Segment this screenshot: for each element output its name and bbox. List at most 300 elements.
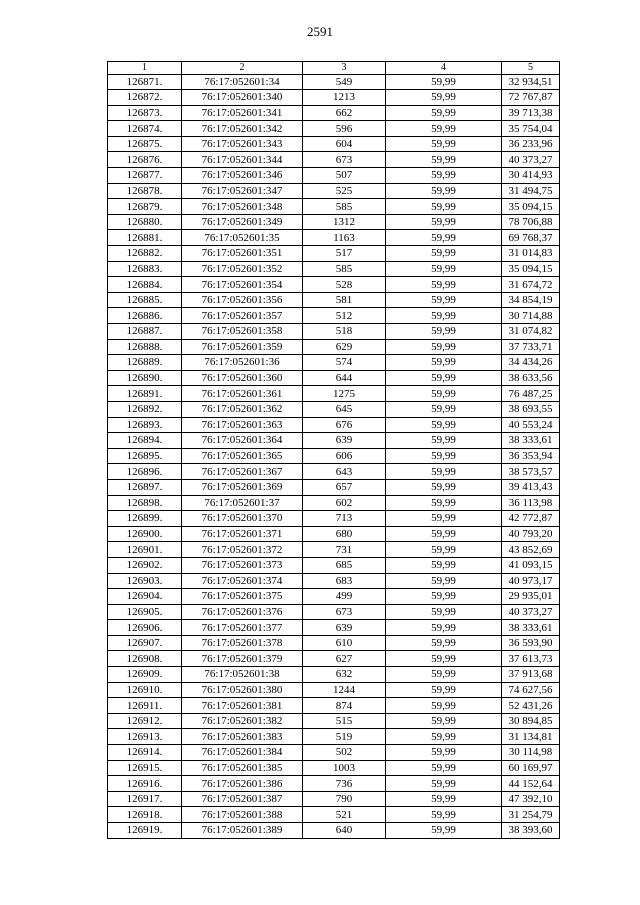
table-cell-col-4: 59,99 bbox=[386, 168, 502, 184]
table-cell-col-4: 59,99 bbox=[386, 495, 502, 511]
table-cell-col-4: 59,99 bbox=[386, 573, 502, 589]
table-cell-col-5: 34 854,19 bbox=[502, 292, 560, 308]
table-cell-col-4: 59,99 bbox=[386, 479, 502, 495]
table-cell-col-2: 76:17:052601:365 bbox=[182, 448, 303, 464]
table-cell-col-1: 126887. bbox=[108, 324, 182, 340]
table-cell-col-2: 76:17:052601:375 bbox=[182, 589, 303, 605]
table-row bbox=[108, 557, 560, 573]
table-cell-col-2: 76:17:052601:376 bbox=[182, 604, 303, 620]
table-cell-col-4: 59,99 bbox=[386, 246, 502, 262]
table-cell-col-1: 126915. bbox=[108, 760, 182, 776]
table-cell-col-5: 29 935,01 bbox=[502, 589, 560, 605]
table-cell-col-3: 499 bbox=[303, 589, 386, 605]
table-cell-col-5: 35 094,15 bbox=[502, 261, 560, 277]
table-cell-col-4: 59,99 bbox=[386, 370, 502, 386]
table-cell-col-3: 627 bbox=[303, 651, 386, 667]
table-cell-col-3: 874 bbox=[303, 698, 386, 714]
table-row bbox=[108, 230, 560, 246]
table-cell-col-1: 126908. bbox=[108, 651, 182, 667]
table-cell-col-1: 126877. bbox=[108, 168, 182, 184]
table-cell-col-4: 59,99 bbox=[386, 386, 502, 402]
table-cell-col-3: 549 bbox=[303, 74, 386, 90]
table-cell-col-5: 38 333,61 bbox=[502, 433, 560, 449]
table-cell-col-4: 59,99 bbox=[386, 604, 502, 620]
table-cell-col-2: 76:17:052601:378 bbox=[182, 635, 303, 651]
table-row bbox=[108, 121, 560, 137]
table-body bbox=[108, 74, 560, 838]
table-cell-col-5: 31 494,75 bbox=[502, 183, 560, 199]
table-cell-col-5: 42 772,87 bbox=[502, 511, 560, 527]
table-cell-col-4: 59,99 bbox=[386, 760, 502, 776]
table-cell-col-2: 76:17:052601:379 bbox=[182, 651, 303, 667]
table-cell-col-1: 126919. bbox=[108, 823, 182, 839]
table-cell-col-1: 126917. bbox=[108, 791, 182, 807]
table-cell-col-3: 1003 bbox=[303, 760, 386, 776]
table-row bbox=[108, 386, 560, 402]
table-row bbox=[108, 339, 560, 355]
table-cell-col-2: 76:17:052601:367 bbox=[182, 464, 303, 480]
table-cell-col-3: 640 bbox=[303, 823, 386, 839]
table-cell-col-4: 59,99 bbox=[386, 448, 502, 464]
table-cell-col-5: 78 706,88 bbox=[502, 214, 560, 230]
data-table bbox=[107, 61, 560, 839]
table-cell-col-3: 574 bbox=[303, 355, 386, 371]
table-cell-col-2: 76:17:052601:381 bbox=[182, 698, 303, 714]
table-cell-col-1: 126897. bbox=[108, 479, 182, 495]
table-cell-col-3: 602 bbox=[303, 495, 386, 511]
table-cell-col-5: 39 413,43 bbox=[502, 479, 560, 495]
table-cell-col-2: 76:17:052601:359 bbox=[182, 339, 303, 355]
table-cell-col-5: 30 114,98 bbox=[502, 745, 560, 761]
table-cell-col-3: 515 bbox=[303, 713, 386, 729]
table-cell-col-1: 126909. bbox=[108, 667, 182, 683]
table-cell-col-5: 37 613,73 bbox=[502, 651, 560, 667]
table-cell-col-4: 59,99 bbox=[386, 620, 502, 636]
table-cell-col-1: 126883. bbox=[108, 261, 182, 277]
table-cell-col-4: 59,99 bbox=[386, 90, 502, 106]
table-cell-col-1: 126880. bbox=[108, 214, 182, 230]
table-cell-col-5: 31 014,83 bbox=[502, 246, 560, 262]
table-row bbox=[108, 277, 560, 293]
table-cell-col-5: 38 393,60 bbox=[502, 823, 560, 839]
table-cell-col-5: 30 894,85 bbox=[502, 713, 560, 729]
table-cell-col-4: 59,99 bbox=[386, 791, 502, 807]
table-cell-col-3: 713 bbox=[303, 511, 386, 527]
table-cell-col-1: 126913. bbox=[108, 729, 182, 745]
table-cell-col-5: 36 353,94 bbox=[502, 448, 560, 464]
table-cell-col-3: 517 bbox=[303, 246, 386, 262]
table-row bbox=[108, 542, 560, 558]
table-row bbox=[108, 199, 560, 215]
table-cell-col-4: 59,99 bbox=[386, 74, 502, 90]
table-cell-col-1: 126911. bbox=[108, 698, 182, 714]
table-cell-col-3: 680 bbox=[303, 526, 386, 542]
table-row bbox=[108, 448, 560, 464]
table-cell-col-3: 512 bbox=[303, 308, 386, 324]
table-cell-col-2: 76:17:052601:369 bbox=[182, 479, 303, 495]
table-cell-col-1: 126886. bbox=[108, 308, 182, 324]
table-cell-col-4: 59,99 bbox=[386, 557, 502, 573]
table-row bbox=[108, 526, 560, 542]
table-cell-col-3: 525 bbox=[303, 183, 386, 199]
table-cell-col-2: 76:17:052601:348 bbox=[182, 199, 303, 215]
table-cell-col-1: 126881. bbox=[108, 230, 182, 246]
table-cell-col-4: 59,99 bbox=[386, 105, 502, 121]
table-cell-col-2: 76:17:052601:389 bbox=[182, 823, 303, 839]
table-cell-col-2: 76:17:052601:363 bbox=[182, 417, 303, 433]
table-row bbox=[108, 745, 560, 761]
table-cell-col-3: 736 bbox=[303, 776, 386, 792]
table-cell-col-3: 629 bbox=[303, 339, 386, 355]
table-cell-col-2: 76:17:052601:340 bbox=[182, 90, 303, 106]
table-cell-col-5: 36 593,90 bbox=[502, 635, 560, 651]
table-cell-col-2: 76:17:052601:362 bbox=[182, 401, 303, 417]
table-cell-col-1: 126905. bbox=[108, 604, 182, 620]
table-cell-col-1: 126890. bbox=[108, 370, 182, 386]
table-row bbox=[108, 168, 560, 184]
table-row bbox=[108, 713, 560, 729]
table-cell-col-5: 37 913,68 bbox=[502, 667, 560, 683]
table-cell-col-4: 59,99 bbox=[386, 324, 502, 340]
table-cell-col-4: 59,99 bbox=[386, 230, 502, 246]
table-cell-col-2: 76:17:052601:38 bbox=[182, 667, 303, 683]
table-cell-col-2: 76:17:052601:356 bbox=[182, 292, 303, 308]
table-cell-col-1: 126882. bbox=[108, 246, 182, 262]
table-cell-col-1: 126898. bbox=[108, 495, 182, 511]
table-cell-col-5: 38 573,57 bbox=[502, 464, 560, 480]
table-cell-col-2: 76:17:052601:382 bbox=[182, 713, 303, 729]
table-cell-col-4: 59,99 bbox=[386, 635, 502, 651]
table-cell-col-3: 676 bbox=[303, 417, 386, 433]
table-cell-col-5: 30 714,88 bbox=[502, 308, 560, 324]
table-cell-col-5: 38 633,56 bbox=[502, 370, 560, 386]
table-cell-col-5: 34 434,26 bbox=[502, 355, 560, 371]
table-cell-col-2: 76:17:052601:388 bbox=[182, 807, 303, 823]
table-cell-col-2: 76:17:052601:35 bbox=[182, 230, 303, 246]
table-cell-col-1: 126899. bbox=[108, 511, 182, 527]
table-cell-col-2: 76:17:052601:342 bbox=[182, 121, 303, 137]
table-cell-col-5: 38 693,55 bbox=[502, 401, 560, 417]
table-cell-col-1: 126879. bbox=[108, 199, 182, 215]
table-row bbox=[108, 807, 560, 823]
table-cell-col-2: 76:17:052601:384 bbox=[182, 745, 303, 761]
table-row bbox=[108, 620, 560, 636]
table-cell-col-2: 76:17:052601:351 bbox=[182, 246, 303, 262]
table-cell-col-3: 632 bbox=[303, 667, 386, 683]
table-cell-col-1: 126896. bbox=[108, 464, 182, 480]
table-row bbox=[108, 682, 560, 698]
table-row bbox=[108, 511, 560, 527]
table-row bbox=[108, 183, 560, 199]
table-cell-col-5: 40 373,27 bbox=[502, 604, 560, 620]
table-cell-col-4: 59,99 bbox=[386, 199, 502, 215]
table-cell-col-1: 126901. bbox=[108, 542, 182, 558]
table-row bbox=[108, 698, 560, 714]
table-cell-col-1: 126893. bbox=[108, 417, 182, 433]
table-cell-col-3: 673 bbox=[303, 152, 386, 168]
table-cell-col-4: 59,99 bbox=[386, 776, 502, 792]
table-cell-col-1: 126912. bbox=[108, 713, 182, 729]
table-row bbox=[108, 308, 560, 324]
table-cell-col-5: 31 674,72 bbox=[502, 277, 560, 293]
table-row bbox=[108, 776, 560, 792]
table-cell-col-3: 645 bbox=[303, 401, 386, 417]
table-cell-col-4: 59,99 bbox=[386, 511, 502, 527]
table-cell-col-3: 585 bbox=[303, 199, 386, 215]
table-cell-col-2: 76:17:052601:383 bbox=[182, 729, 303, 745]
table-cell-col-2: 76:17:052601:346 bbox=[182, 168, 303, 184]
table-cell-col-4: 59,99 bbox=[386, 698, 502, 714]
table-cell-col-4: 59,99 bbox=[386, 464, 502, 480]
table-cell-col-2: 76:17:052601:358 bbox=[182, 324, 303, 340]
table-cell-col-3: 643 bbox=[303, 464, 386, 480]
table-row bbox=[108, 324, 560, 340]
table-cell-col-5: 32 934,51 bbox=[502, 74, 560, 90]
table-cell-col-2: 76:17:052601:386 bbox=[182, 776, 303, 792]
table-cell-col-3: 662 bbox=[303, 105, 386, 121]
header-col-5: 5 bbox=[502, 62, 560, 75]
table-row bbox=[108, 74, 560, 90]
table-row bbox=[108, 667, 560, 683]
table-cell-col-4: 59,99 bbox=[386, 214, 502, 230]
table-cell-col-2: 76:17:052601:374 bbox=[182, 573, 303, 589]
table-row bbox=[108, 370, 560, 386]
header-col-1: 1 bbox=[108, 62, 182, 75]
table-cell-col-3: 604 bbox=[303, 136, 386, 152]
table-cell-col-4: 59,99 bbox=[386, 355, 502, 371]
table-cell-col-5: 31 074,82 bbox=[502, 324, 560, 340]
table-cell-col-4: 59,99 bbox=[386, 745, 502, 761]
table-cell-col-2: 76:17:052601:370 bbox=[182, 511, 303, 527]
table-row bbox=[108, 292, 560, 308]
table-cell-col-1: 126878. bbox=[108, 183, 182, 199]
table-cell-col-5: 36 233,96 bbox=[502, 136, 560, 152]
table-cell-col-3: 1275 bbox=[303, 386, 386, 402]
table-cell-col-2: 76:17:052601:344 bbox=[182, 152, 303, 168]
table-cell-col-5: 69 768,37 bbox=[502, 230, 560, 246]
table-cell-col-3: 657 bbox=[303, 479, 386, 495]
header-row bbox=[108, 62, 560, 75]
table-row bbox=[108, 464, 560, 480]
table-row bbox=[108, 433, 560, 449]
table-cell-col-2: 76:17:052601:34 bbox=[182, 74, 303, 90]
table-cell-col-1: 126884. bbox=[108, 277, 182, 293]
table-row bbox=[108, 760, 560, 776]
table-cell-col-1: 126903. bbox=[108, 573, 182, 589]
header-col-2: 2 bbox=[182, 62, 303, 75]
table-cell-col-3: 1312 bbox=[303, 214, 386, 230]
table-cell-col-3: 606 bbox=[303, 448, 386, 464]
table-cell-col-1: 126873. bbox=[108, 105, 182, 121]
table-cell-col-1: 126874. bbox=[108, 121, 182, 137]
table-cell-col-2: 76:17:052601:377 bbox=[182, 620, 303, 636]
table-cell-col-3: 507 bbox=[303, 168, 386, 184]
table-cell-col-4: 59,99 bbox=[386, 292, 502, 308]
table-cell-col-3: 673 bbox=[303, 604, 386, 620]
table-cell-col-5: 60 169,97 bbox=[502, 760, 560, 776]
table-cell-col-4: 59,99 bbox=[386, 277, 502, 293]
table-cell-col-4: 59,99 bbox=[386, 152, 502, 168]
table-cell-col-3: 610 bbox=[303, 635, 386, 651]
table-cell-col-3: 521 bbox=[303, 807, 386, 823]
table-row bbox=[108, 791, 560, 807]
table-row bbox=[108, 651, 560, 667]
table-cell-col-3: 790 bbox=[303, 791, 386, 807]
table-cell-col-1: 126914. bbox=[108, 745, 182, 761]
table-cell-col-5: 35 754,04 bbox=[502, 121, 560, 137]
table-cell-col-4: 59,99 bbox=[386, 136, 502, 152]
table-cell-col-5: 40 793,20 bbox=[502, 526, 560, 542]
table-cell-col-2: 76:17:052601:347 bbox=[182, 183, 303, 199]
table-cell-col-1: 126902. bbox=[108, 557, 182, 573]
table-cell-col-1: 126910. bbox=[108, 682, 182, 698]
table-cell-col-5: 36 113,98 bbox=[502, 495, 560, 511]
table-cell-col-5: 40 553,24 bbox=[502, 417, 560, 433]
table-cell-col-5: 37 733,71 bbox=[502, 339, 560, 355]
table-cell-col-2: 76:17:052601:349 bbox=[182, 214, 303, 230]
table-cell-col-5: 30 414,93 bbox=[502, 168, 560, 184]
table-cell-col-4: 59,99 bbox=[386, 823, 502, 839]
table-cell-col-3: 596 bbox=[303, 121, 386, 137]
table-row bbox=[108, 823, 560, 839]
table-cell-col-3: 528 bbox=[303, 277, 386, 293]
table-cell-col-2: 76:17:052601:387 bbox=[182, 791, 303, 807]
header-col-3: 3 bbox=[303, 62, 386, 75]
table-cell-col-5: 38 333,61 bbox=[502, 620, 560, 636]
table-cell-col-1: 126900. bbox=[108, 526, 182, 542]
table-cell-col-2: 76:17:052601:385 bbox=[182, 760, 303, 776]
table-row bbox=[108, 589, 560, 605]
table-cell-col-2: 76:17:052601:360 bbox=[182, 370, 303, 386]
table-cell-col-2: 76:17:052601:373 bbox=[182, 557, 303, 573]
table-cell-col-5: 76 487,25 bbox=[502, 386, 560, 402]
table-row bbox=[108, 573, 560, 589]
table-cell-col-4: 59,99 bbox=[386, 308, 502, 324]
table-cell-col-1: 126907. bbox=[108, 635, 182, 651]
table-cell-col-2: 76:17:052601:37 bbox=[182, 495, 303, 511]
table-cell-col-2: 76:17:052601:341 bbox=[182, 105, 303, 121]
table-cell-col-3: 502 bbox=[303, 745, 386, 761]
table-cell-col-3: 639 bbox=[303, 620, 386, 636]
table-cell-col-5: 52 431,26 bbox=[502, 698, 560, 714]
table-cell-col-1: 126888. bbox=[108, 339, 182, 355]
table-cell-col-3: 683 bbox=[303, 573, 386, 589]
table-cell-col-1: 126885. bbox=[108, 292, 182, 308]
table-row bbox=[108, 90, 560, 106]
table-cell-col-5: 47 392,10 bbox=[502, 791, 560, 807]
table-cell-col-1: 126889. bbox=[108, 355, 182, 371]
table-cell-col-1: 126895. bbox=[108, 448, 182, 464]
page-number: 2591 bbox=[307, 24, 333, 39]
table-row bbox=[108, 214, 560, 230]
table-cell-col-4: 59,99 bbox=[386, 121, 502, 137]
table-cell-col-5: 40 373,27 bbox=[502, 152, 560, 168]
table-cell-col-1: 126906. bbox=[108, 620, 182, 636]
table-cell-col-3: 1213 bbox=[303, 90, 386, 106]
table-cell-col-3: 518 bbox=[303, 324, 386, 340]
table-cell-col-3: 685 bbox=[303, 557, 386, 573]
table-cell-col-4: 59,99 bbox=[386, 807, 502, 823]
table-cell-col-5: 41 093,15 bbox=[502, 557, 560, 573]
table-cell-col-4: 59,99 bbox=[386, 651, 502, 667]
table-row bbox=[108, 417, 560, 433]
table-cell-col-4: 59,99 bbox=[386, 401, 502, 417]
table-cell-col-2: 76:17:052601:36 bbox=[182, 355, 303, 371]
table-row bbox=[108, 355, 560, 371]
table-cell-col-1: 126875. bbox=[108, 136, 182, 152]
table-cell-col-4: 59,99 bbox=[386, 729, 502, 745]
table-cell-col-4: 59,99 bbox=[386, 542, 502, 558]
table-row bbox=[108, 729, 560, 745]
table-cell-col-4: 59,99 bbox=[386, 261, 502, 277]
table-cell-col-2: 76:17:052601:352 bbox=[182, 261, 303, 277]
table-cell-col-4: 59,99 bbox=[386, 589, 502, 605]
table-cell-col-4: 59,99 bbox=[386, 339, 502, 355]
table-header bbox=[108, 62, 560, 75]
table-row bbox=[108, 136, 560, 152]
table-cell-col-5: 43 852,69 bbox=[502, 542, 560, 558]
table-cell-col-1: 126872. bbox=[108, 90, 182, 106]
table-cell-col-5: 74 627,56 bbox=[502, 682, 560, 698]
header-col-4: 4 bbox=[386, 62, 502, 75]
table-cell-col-2: 76:17:052601:357 bbox=[182, 308, 303, 324]
table-row bbox=[108, 479, 560, 495]
table-cell-col-5: 72 767,87 bbox=[502, 90, 560, 106]
table-cell-col-4: 59,99 bbox=[386, 417, 502, 433]
table-cell-col-5: 44 152,64 bbox=[502, 776, 560, 792]
table-row bbox=[108, 401, 560, 417]
table-cell-col-3: 1244 bbox=[303, 682, 386, 698]
table-row bbox=[108, 105, 560, 121]
table-cell-col-3: 1163 bbox=[303, 230, 386, 246]
table-row bbox=[108, 261, 560, 277]
table-cell-col-3: 581 bbox=[303, 292, 386, 308]
table-cell-col-2: 76:17:052601:354 bbox=[182, 277, 303, 293]
table-cell-col-3: 639 bbox=[303, 433, 386, 449]
table-cell-col-2: 76:17:052601:371 bbox=[182, 526, 303, 542]
table-cell-col-2: 76:17:052601:364 bbox=[182, 433, 303, 449]
table-cell-col-3: 644 bbox=[303, 370, 386, 386]
table-cell-col-4: 59,99 bbox=[386, 713, 502, 729]
table-cell-col-5: 40 973,17 bbox=[502, 573, 560, 589]
table-cell-col-1: 126894. bbox=[108, 433, 182, 449]
table-row bbox=[108, 152, 560, 168]
table-cell-col-4: 59,99 bbox=[386, 183, 502, 199]
table-cell-col-4: 59,99 bbox=[386, 667, 502, 683]
table-cell-col-5: 35 094,15 bbox=[502, 199, 560, 215]
table-cell-col-3: 731 bbox=[303, 542, 386, 558]
table-row bbox=[108, 635, 560, 651]
table-cell-col-2: 76:17:052601:380 bbox=[182, 682, 303, 698]
table-cell-col-1: 126871. bbox=[108, 74, 182, 90]
table-cell-col-4: 59,99 bbox=[386, 526, 502, 542]
table-cell-col-5: 31 254,79 bbox=[502, 807, 560, 823]
table-cell-col-1: 126892. bbox=[108, 401, 182, 417]
table-row bbox=[108, 246, 560, 262]
table-cell-col-5: 31 134,81 bbox=[502, 729, 560, 745]
table-cell-col-2: 76:17:052601:372 bbox=[182, 542, 303, 558]
table-row bbox=[108, 604, 560, 620]
table-cell-col-1: 126916. bbox=[108, 776, 182, 792]
table-row bbox=[108, 495, 560, 511]
table-cell-col-5: 39 713,38 bbox=[502, 105, 560, 121]
table-cell-col-2: 76:17:052601:343 bbox=[182, 136, 303, 152]
table-cell-col-3: 585 bbox=[303, 261, 386, 277]
table-cell-col-1: 126891. bbox=[108, 386, 182, 402]
table-cell-col-4: 59,99 bbox=[386, 433, 502, 449]
table-cell-col-1: 126876. bbox=[108, 152, 182, 168]
table-cell-col-3: 519 bbox=[303, 729, 386, 745]
